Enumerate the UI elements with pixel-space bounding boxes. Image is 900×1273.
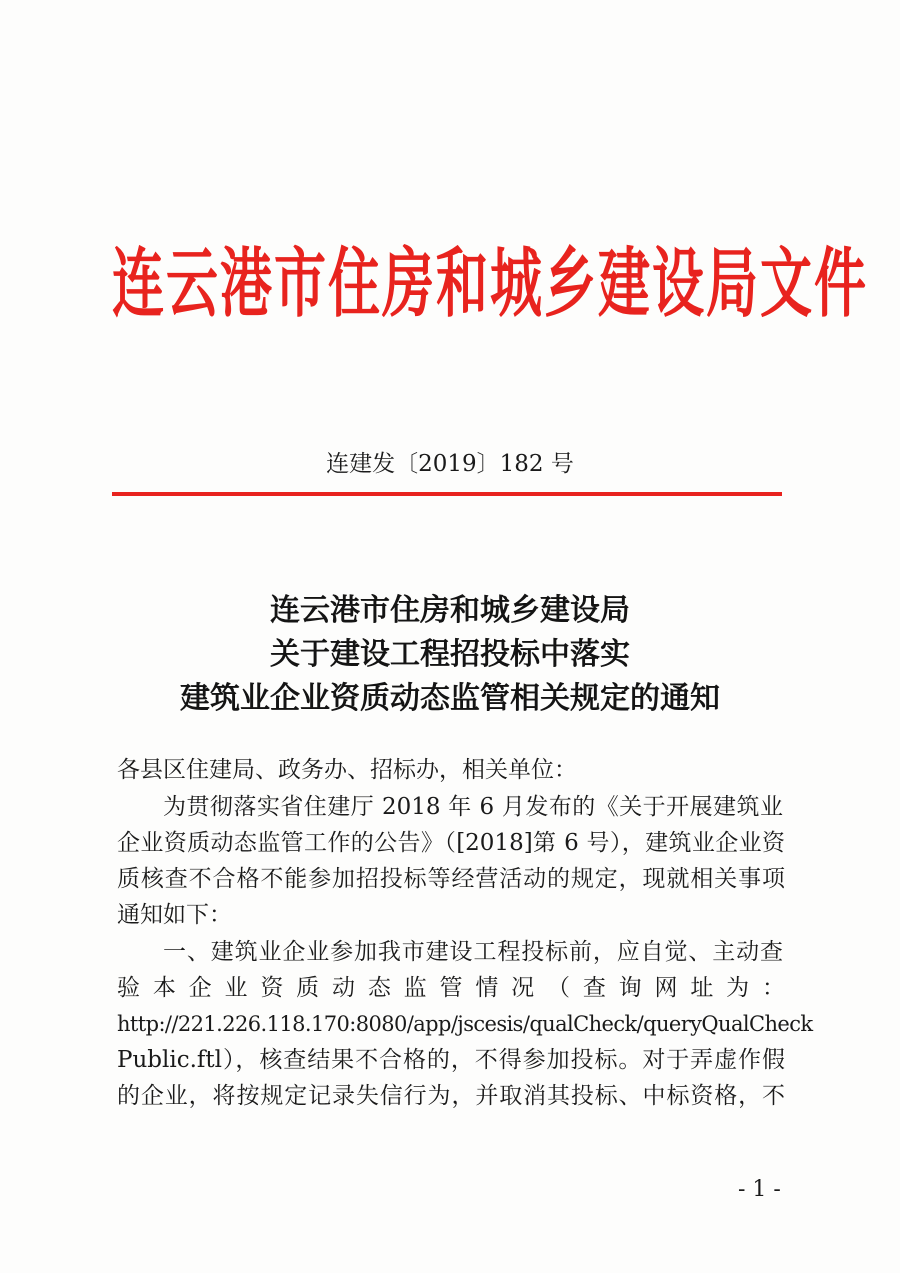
paragraph-1-line-1: 为贯彻落实省住建厅 2018 年 6 月发布的《关于开展建筑业 — [163, 794, 783, 820]
paragraph-1-line-4: 通知如下： — [117, 902, 232, 928]
paragraph-2-url-line: http://221.226.118.170:8080/app/jscesis/qualCheck/queryQualCheck — [117, 1012, 813, 1036]
title-line-2: 关于建设工程招投标中落实 — [270, 637, 630, 672]
title-line-3: 建筑业企业资质动态监管相关规定的通知 — [180, 681, 720, 716]
paragraph-2-line-1: 一、建筑业企业参加我市建设工程投标前，应自觉、主动查 — [163, 939, 783, 965]
paragraph-2-line-2: 验本企业资质动态监管情况（查询网址为： — [117, 975, 785, 1001]
salutation: 各县区住建局、政务办、招标办，相关单位： — [117, 757, 577, 783]
paragraph-1-line-2: 企业资质动态监管工作的公告》（[2018]第 6 号），建筑业企业资 — [117, 830, 785, 856]
paragraph-2-line-5: 的企业，将按规定记录失信行为，并取消其投标、中标资格，不 — [117, 1083, 785, 1109]
document-number: 连建发〔2019〕182 号 — [326, 451, 574, 477]
issuing-authority-header: 连云港市住房和城乡建设局文件 — [112, 241, 869, 329]
paragraph-2-line-4: Public.ftl），核查结果不合格的，不得参加投标。对于弄虚作假 — [117, 1047, 785, 1073]
paragraph-1-line-3: 质核查不合格不能参加招投标等经营活动的规定，现就相关事项 — [117, 866, 785, 892]
title-line-1: 连云港市住房和城乡建设局 — [270, 593, 630, 628]
red-separator-line — [112, 492, 782, 496]
page-number: - 1 - — [738, 1177, 781, 1202]
